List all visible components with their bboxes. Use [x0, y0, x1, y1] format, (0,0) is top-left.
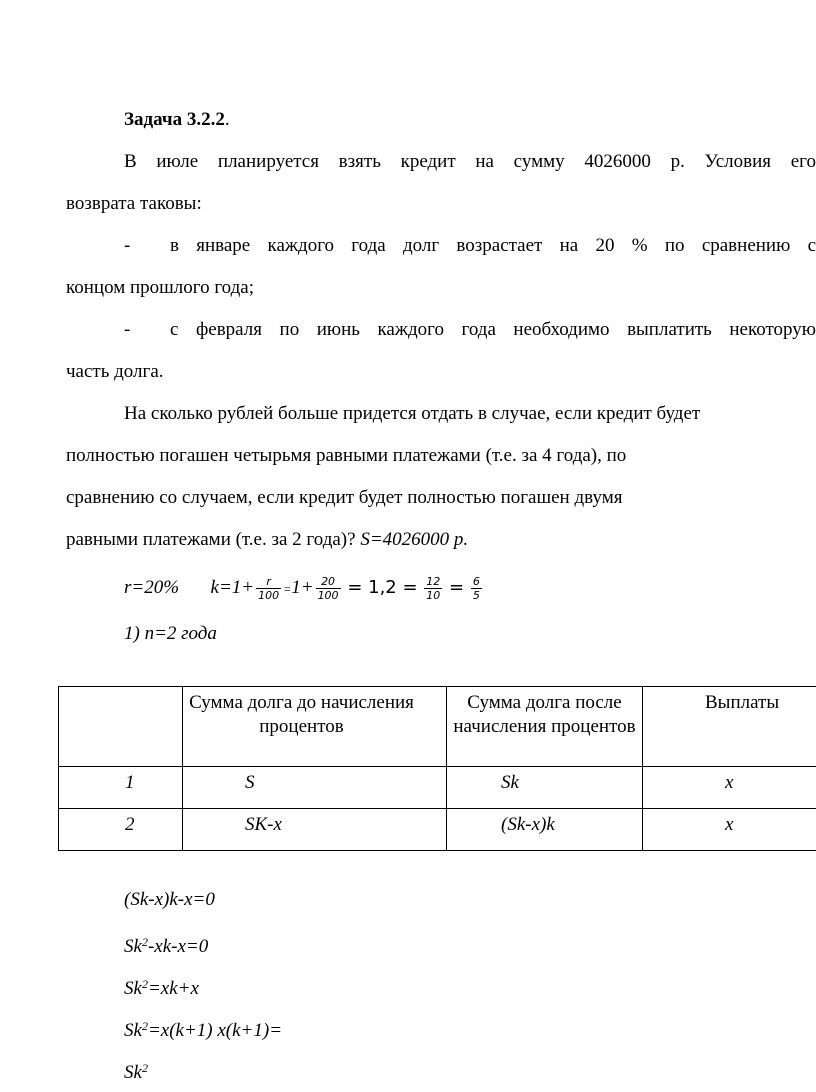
debt-table [58, 686, 816, 851]
table-cell: Sk [447, 767, 643, 809]
table-header-row [59, 687, 816, 767]
question-line-3: сравнению со случаем, если кредит будет полностью погашен двумя [66, 487, 623, 508]
fraction-2-numerator: 20 [316, 575, 341, 589]
table-cell: SK-x [183, 809, 447, 851]
case-1-heading: 1) n=2 года [124, 623, 217, 644]
equation-3-sup: 2 [141, 977, 148, 991]
question-line-1: На сколько рублей больше придется отдать в случае, если кредит будет [124, 403, 701, 424]
fraction-4-numerator: 6 [472, 575, 480, 589]
equation-4-sup: 2 [141, 1019, 148, 1033]
fraction-6-over-5 [471, 575, 482, 602]
table-cell: x [643, 809, 816, 851]
fraction-r-over-100 [256, 575, 281, 602]
table-header-cell [59, 687, 183, 767]
equation-3 [124, 972, 199, 1001]
condition-1-dash: - [124, 235, 131, 256]
fraction-4-denominator: 5 [472, 589, 480, 603]
k-value: = 1,2 = [347, 577, 418, 598]
question-line-2: полностью погашен четырьмя равными платежами (т.е. за 4 года), по [66, 445, 627, 466]
condition-2-line-1: с февраля по июнь каждого года необходимо выплатить некоторую [170, 319, 816, 340]
k-definition: k=1+ [210, 577, 255, 598]
fraction-2-denominator: 100 [317, 589, 339, 603]
table-cell: 2 [59, 809, 183, 851]
table-cell: (Sk-x)k [447, 809, 643, 851]
intro-line-2: возврата таковы: [66, 193, 202, 214]
equation-4-post: =x(k+1) x(k+1)= [147, 1020, 283, 1041]
equation-2 [124, 930, 208, 959]
condition-1-line-1: в январе каждого года долг возрастает на 20 % по сравнению с [170, 235, 816, 256]
table-header-cell: Сумма долга до начисления процентов [183, 687, 447, 767]
problem-title-bold: Задача 3.2.2 [124, 109, 225, 130]
table-row [59, 809, 816, 851]
intro-line-1: В июле планируется взять кредит на сумму 4026000 р. Условия его [124, 151, 816, 172]
question-line-4 [66, 528, 468, 552]
formula-line [124, 570, 484, 606]
table-cell: 1 [59, 767, 183, 809]
equals-sign: = [449, 577, 465, 598]
equation-1: (Sk-x)k-x=0 [124, 889, 215, 910]
question-line-4-text: равными платежами (т.е. за 2 года)? [66, 529, 356, 550]
equation-2-sup: 2 [141, 935, 148, 949]
small-equals: = [283, 582, 292, 596]
condition-2-line-2: часть долга. [66, 361, 164, 382]
problem-title [124, 108, 230, 132]
equation-4 [124, 1014, 282, 1043]
table-cell: S [183, 767, 447, 809]
equation-5-sup: 2 [141, 1061, 148, 1075]
equation-4-pre: Sk [124, 1020, 142, 1041]
fraction-3-denominator: 10 [426, 589, 441, 603]
table-header-cell: Выплаты [643, 687, 816, 767]
equation-3-pre: Sk [124, 978, 142, 999]
given-sum: S=4026000 р. [360, 529, 469, 550]
equation-2-post: -xk-x=0 [147, 936, 209, 957]
condition-1-line-2: концом прошлого года; [66, 277, 255, 298]
fraction-1-denominator: 100 [258, 589, 280, 603]
equation-3-post: =xk+x [147, 978, 199, 999]
equation-5-pre: Sk [124, 1062, 142, 1083]
fraction-1-numerator: r [256, 575, 281, 589]
problem-title-period: . [224, 109, 230, 130]
table-cell: x [643, 767, 816, 809]
equation-2-pre: Sk [124, 936, 142, 957]
one-plus: 1+ [291, 577, 314, 598]
condition-2-dash: - [124, 319, 131, 340]
fraction-20-over-100 [316, 575, 341, 602]
table-header-cell: Сумма долга после начисления процентов [447, 687, 643, 767]
table-row [59, 767, 816, 809]
fraction-12-over-10 [424, 575, 442, 602]
equation-5 [124, 1056, 148, 1085]
fraction-3-numerator: 12 [426, 575, 441, 589]
rate-value: r=20% [124, 577, 180, 598]
